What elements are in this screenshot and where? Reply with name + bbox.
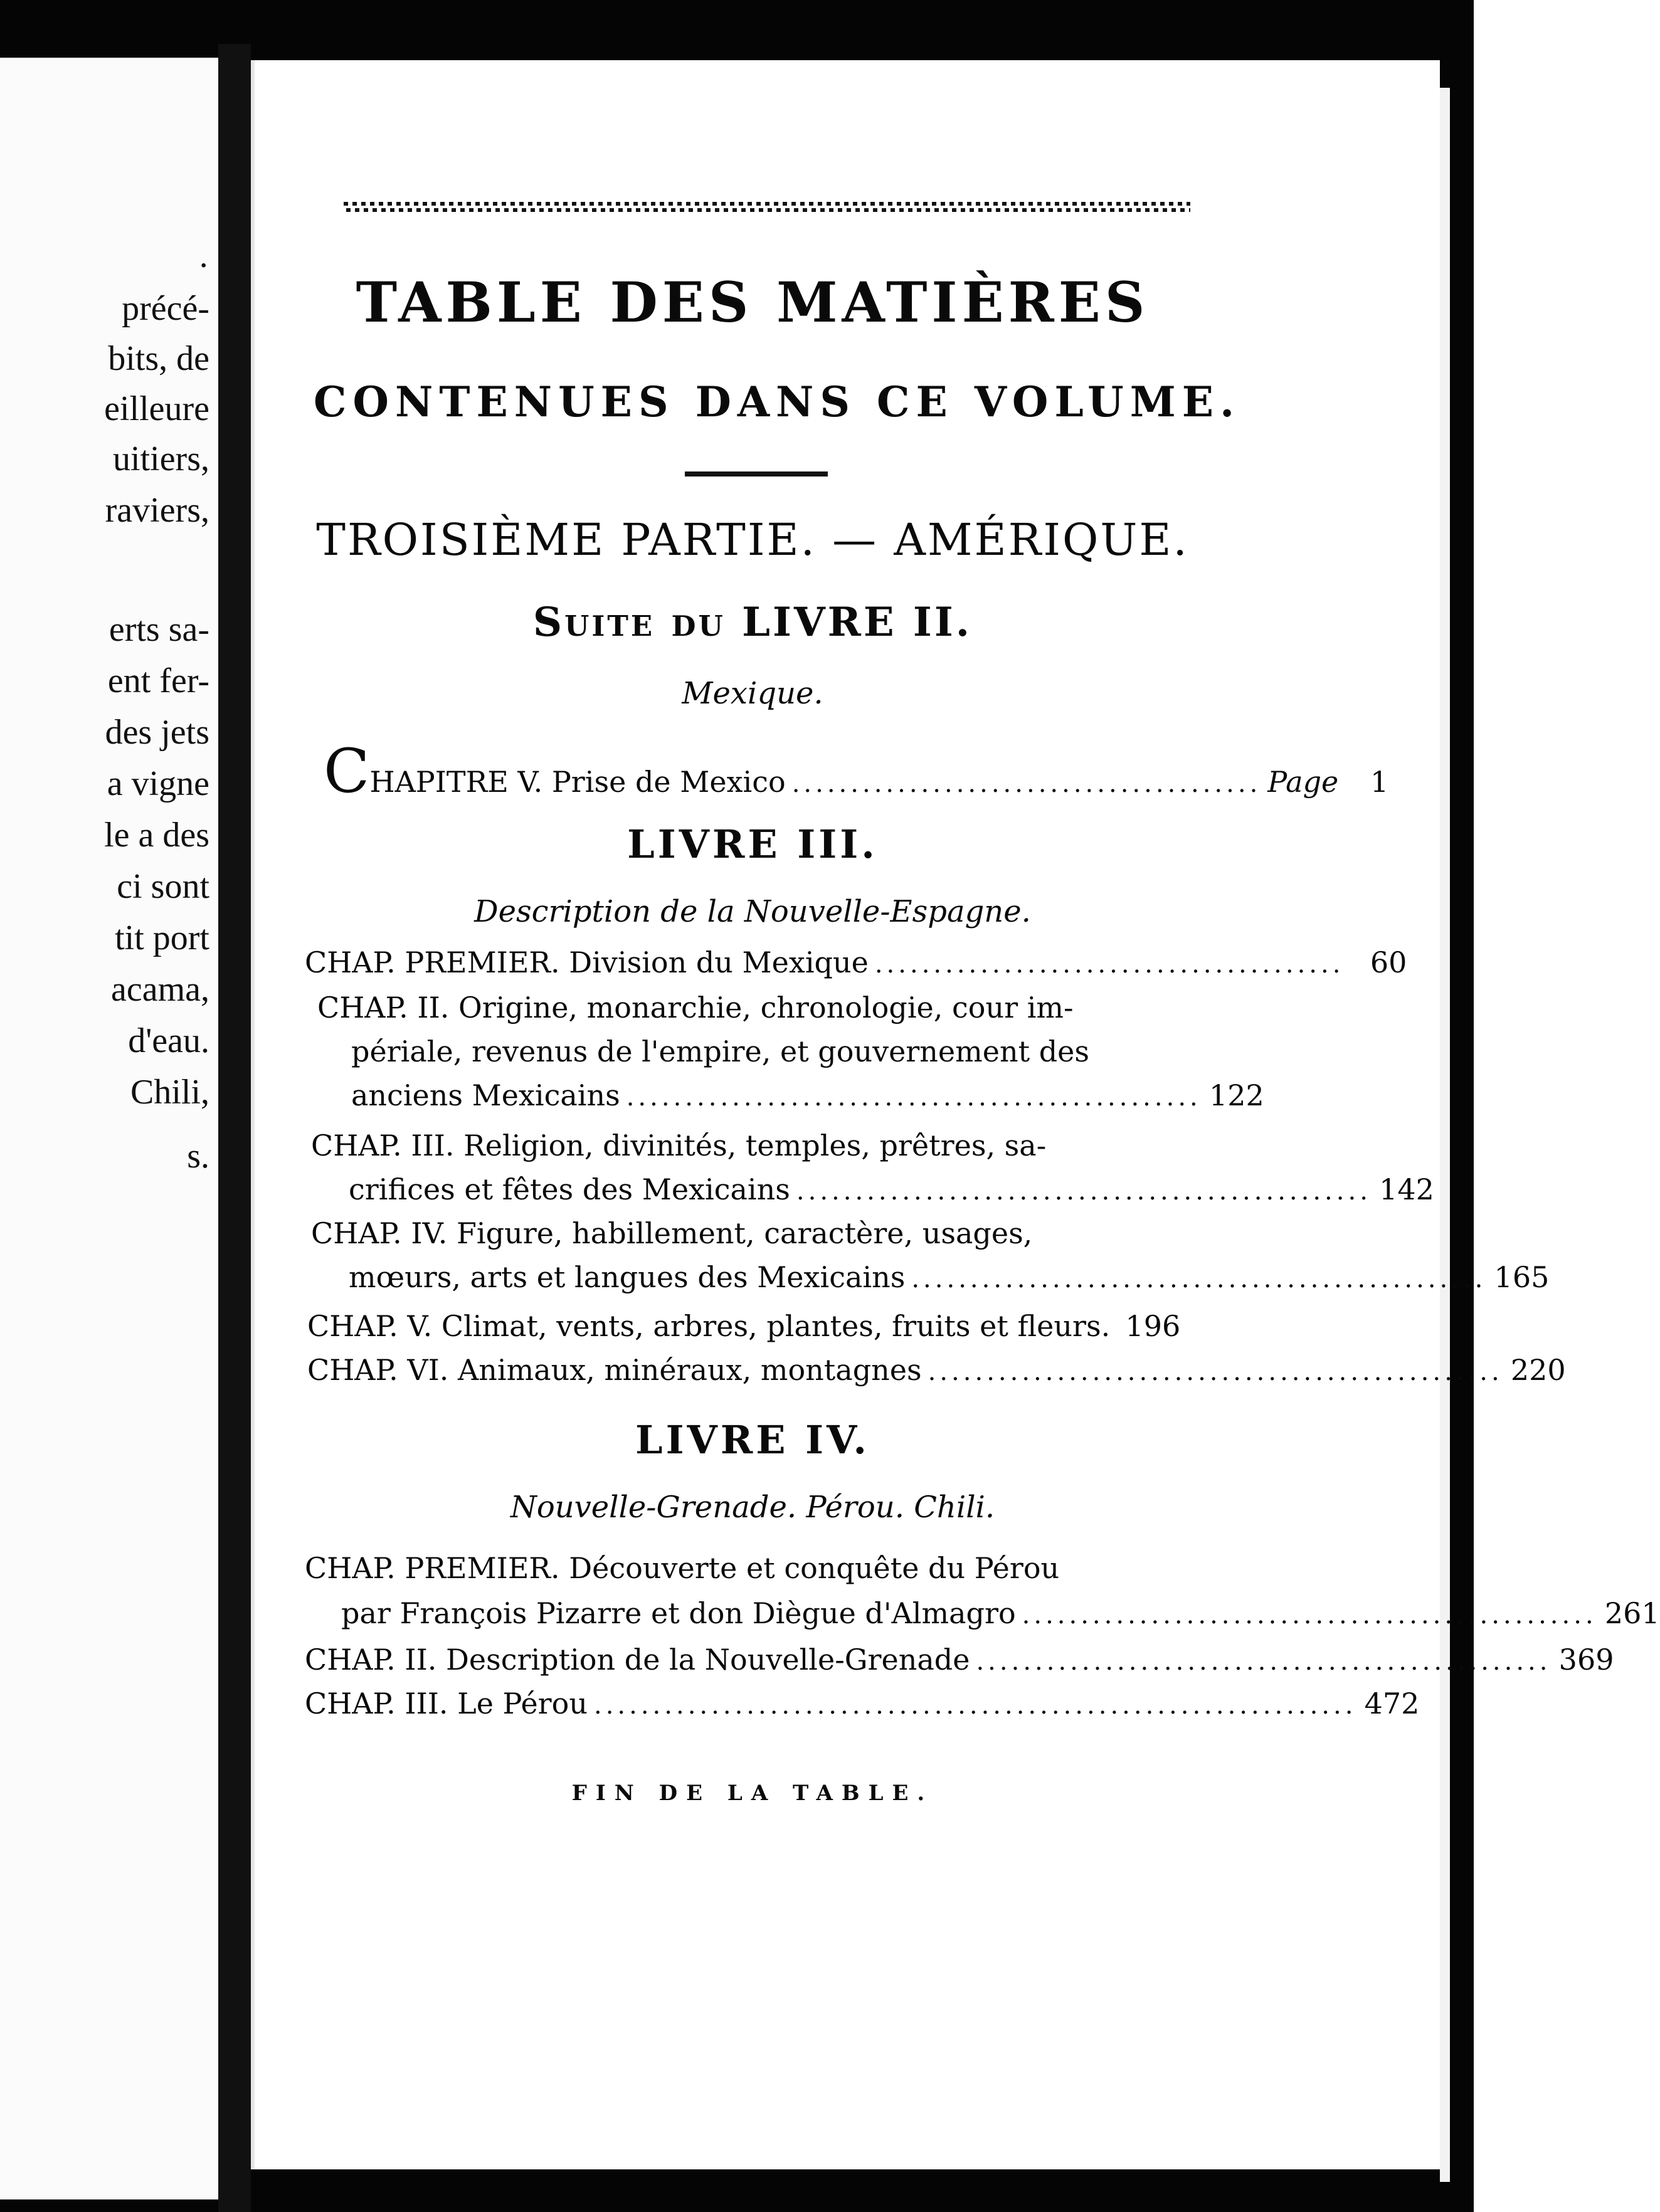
livre-heading: LIVRE IV. [635, 1417, 870, 1463]
leader-dots: ........................................ [791, 769, 1262, 798]
entry-label: périale, revenus de l'empire, et gouvernement des [351, 1035, 1089, 1068]
section-heading: Suite du LIVRE II. [532, 599, 973, 646]
page-label: Page [1267, 765, 1339, 799]
toc-entry[interactable] [307, 1353, 1566, 1387]
facing-line: bits, de [108, 339, 209, 378]
entry-label: anciens Mexicains [351, 1078, 620, 1112]
page-number: 142 [1379, 1172, 1434, 1206]
leader-dots: ................................................. [626, 1083, 1202, 1112]
entry-label: CHAP. PREMIER. Découverte et conquête du Pérou [305, 1551, 1060, 1585]
facing-line: tit port [115, 919, 209, 957]
leader-dots: ................................................................. [593, 1691, 1357, 1720]
toc-entry[interactable] [305, 945, 1407, 979]
drop-initial: C [324, 736, 370, 806]
leader-dots: ................................................. [911, 1265, 1487, 1293]
leader-dots: ........................................ [874, 950, 1345, 979]
page-number: 472 [1364, 1687, 1420, 1720]
leader-dots: ................................................. [1022, 1601, 1597, 1630]
entry-label: mœurs, arts et langues des Mexicains [349, 1260, 906, 1294]
main-page [251, 60, 1440, 2169]
title-divider [685, 471, 828, 477]
toc-entry[interactable] [351, 1078, 1264, 1112]
facing-line: s. [187, 1137, 209, 1176]
page-edge [1440, 88, 1450, 2182]
entry-label: CHAP. V. Climat, vents, arbres, plantes, fruits et fleurs. [307, 1309, 1111, 1343]
leader-dots: ................................................. [796, 1177, 1372, 1206]
section-subheading: Mexique. [682, 676, 823, 711]
leader-dots: ................................................. [976, 1647, 1552, 1676]
leader-dots: ................................................. [928, 1357, 1503, 1386]
facing-line: raviers, [105, 491, 209, 530]
page-number: 369 [1558, 1643, 1614, 1677]
toc-entry[interactable] [349, 1260, 1550, 1294]
page-number: 165 [1494, 1260, 1550, 1294]
facing-line: précé- [122, 289, 209, 328]
facing-line: eilleure [104, 389, 209, 428]
page-number: 220 [1510, 1353, 1566, 1387]
facing-line: acama, [111, 970, 209, 1009]
entry-label: HAPITRE V. Prise de Mexico [369, 765, 786, 799]
toc-entry[interactable] [349, 1172, 1434, 1206]
entry-label: crifices et fêtes des Mexicains [349, 1172, 790, 1206]
page-subtitle: CONTENUES DANS CE VOLUME. [314, 377, 1241, 426]
page-number: 122 [1208, 1078, 1264, 1112]
ornamental-rule [344, 199, 1190, 217]
toc-entry[interactable] [305, 1643, 1614, 1677]
facing-line: · [198, 246, 209, 285]
page-title: TABLE DES MATIÈRES [356, 270, 1150, 335]
entry-label: CHAP. II. Description de la Nouvelle-Grenade [305, 1643, 970, 1677]
facing-line: ci sont [117, 867, 209, 906]
facing-line: a vigne [107, 764, 209, 803]
entry-label: par François Pizarre et don Diègue d'Almagro [341, 1596, 1016, 1630]
toc-entry[interactable] [341, 1596, 1660, 1630]
facing-line: ent fer- [107, 661, 209, 700]
livre-subheading: Description de la Nouvelle-Espagne. [474, 894, 1031, 929]
entry-label: CHAP. III. Religion, divinités, temples, prêtres, sa- [311, 1129, 1047, 1162]
page-number: 60 [1370, 945, 1407, 979]
facing-line: uitiers, [113, 440, 209, 478]
toc-entry[interactable] [324, 736, 1389, 806]
entry-label: CHAP. PREMIER. Division du Mexique [305, 945, 869, 979]
facing-line: Chili, [130, 1073, 209, 1112]
page-number: 261 [1604, 1596, 1660, 1630]
entry-label: CHAP. III. Le Pérou [305, 1687, 588, 1720]
page-number: 1 [1370, 765, 1389, 799]
livre-heading: LIVRE III. [627, 821, 878, 867]
toc-entry[interactable] [305, 1687, 1420, 1720]
page-number: 196 [1125, 1309, 1181, 1343]
end-of-table: FIN DE LA TABLE. [571, 1781, 934, 1806]
livre-subheading: Nouvelle-Grenade. Pérou. Chili. [510, 1490, 995, 1525]
facing-line: d'eau. [128, 1021, 209, 1060]
entry-label: CHAP. IV. Figure, habillement, caractère, usages, [311, 1216, 1033, 1250]
entry-label: CHAP. II. Origine, monarchie, chronologie, cour im- [317, 991, 1074, 1024]
part-heading: TROISIÈME PARTIE. — AMÉRIQUE. [316, 514, 1189, 566]
facing-line: des jets [105, 713, 209, 752]
facing-line: erts sa- [108, 610, 209, 649]
facing-page [0, 58, 218, 2199]
toc-entry[interactable] [307, 1309, 1181, 1343]
facing-line: le a des [104, 816, 209, 855]
page-gutter [218, 44, 251, 2212]
entry-label: CHAP. VI. Animaux, minéraux, montagnes [307, 1353, 922, 1387]
